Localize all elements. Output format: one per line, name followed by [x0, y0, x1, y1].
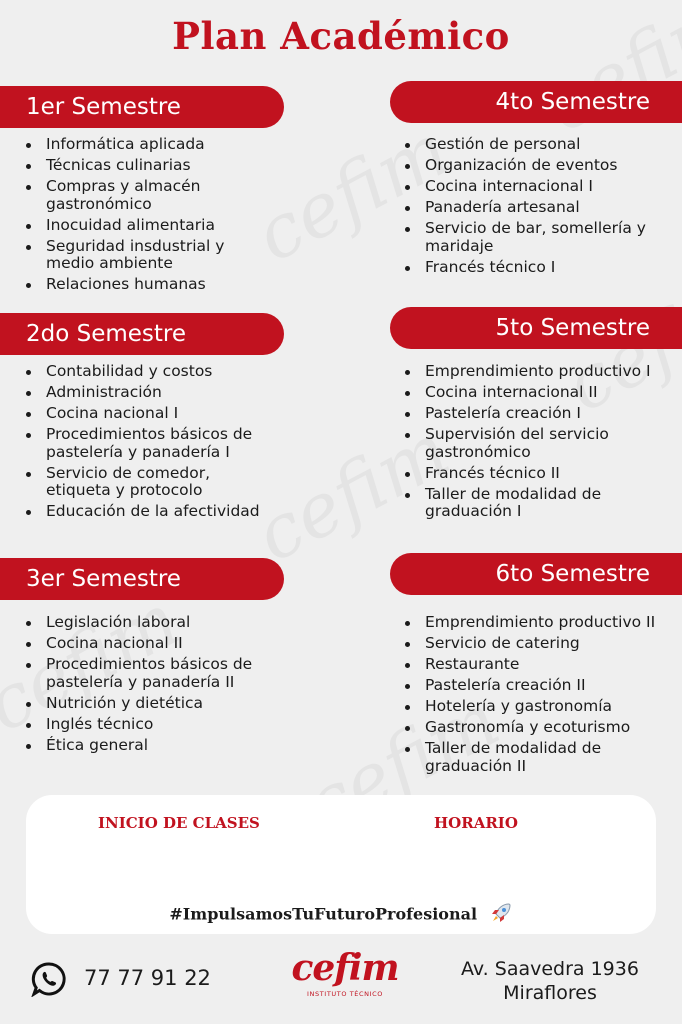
logo-wordmark: cefim: [291, 947, 399, 989]
semester-6-header: 6to Semestre: [390, 553, 682, 595]
list-item: Nutrición y dietética: [22, 695, 277, 713]
list-item: Procedimientos básicos de pastelería y panadería I: [22, 426, 277, 461]
list-item: Ética general: [22, 737, 277, 755]
phone-number[interactable]: 77 77 91 22: [84, 966, 211, 990]
list-item: Emprendimiento productivo I: [401, 363, 671, 381]
address-line-1: Av. Saavedra 1936: [461, 958, 639, 980]
semester-3-course-list: [22, 614, 277, 758]
info-card: [26, 795, 656, 934]
list-item: Gastronomía y ecoturismo: [401, 719, 671, 737]
semester-5-header: 5to Semestre: [390, 307, 682, 349]
list-item: Contabilidad y costos: [22, 363, 277, 381]
list-item: Servicio de comedor, etiqueta y protocolo: [22, 465, 277, 500]
list-item: Organización de eventos: [401, 157, 663, 175]
list-item: Francés técnico I: [401, 259, 663, 277]
page-title: Plan Académico: [172, 14, 510, 58]
list-item: Pastelería creación I: [401, 405, 671, 423]
list-item: Servicio de bar, somellería y maridaje: [401, 220, 663, 255]
whatsapp-icon[interactable]: [31, 961, 67, 1001]
rocket-icon: [489, 901, 513, 929]
list-item: Legislación laboral: [22, 614, 277, 632]
list-item: Emprendimiento productivo II: [401, 614, 671, 632]
semester-3-header: 3er Semestre: [0, 558, 284, 600]
address-line-2: Miraflores: [503, 982, 597, 1004]
list-item: Técnicas culinarias: [22, 157, 277, 175]
list-item: Cocina nacional II: [22, 635, 277, 653]
list-item: Inglés técnico: [22, 716, 277, 734]
list-item: Relaciones humanas: [22, 276, 277, 294]
address: [440, 957, 660, 1005]
list-item: Compras y almacén gastronómico: [22, 178, 277, 213]
list-item: Cocina internacional I: [401, 178, 663, 196]
cefim-logo: [286, 948, 404, 1010]
list-item: Informática aplicada: [22, 136, 277, 154]
semester-4-course-list: [401, 136, 663, 280]
list-item: Restaurante: [401, 656, 671, 674]
list-item: Hotelería y gastronomía: [401, 698, 671, 716]
list-item: Cocina internacional II: [401, 384, 671, 402]
logo-subtitle: INSTITUTO TÉCNICO: [307, 990, 383, 998]
semester-5-course-list: [401, 363, 671, 524]
list-item: Taller de modalidad de graduación II: [401, 740, 671, 775]
list-item: Taller de modalidad de graduación I: [401, 486, 671, 521]
list-item: Francés técnico II: [401, 465, 671, 483]
list-item: Procedimientos básicos de pastelería y panadería II: [22, 656, 277, 691]
list-item: Seguridad insdustrial y medio ambiente: [22, 238, 277, 273]
semester-2-header: 2do Semestre: [0, 313, 284, 355]
semester-1-course-list: [22, 136, 277, 297]
list-item: Administración: [22, 384, 277, 402]
hashtag: [26, 901, 656, 929]
list-item: Servicio de catering: [401, 635, 671, 653]
list-item: Pastelería creación II: [401, 677, 671, 695]
list-item: Inocuidad alimentaria: [22, 217, 277, 235]
semester-1-header: 1er Semestre: [0, 86, 284, 128]
start-date-label: INICIO DE CLASES: [98, 814, 260, 832]
list-item: Gestión de personal: [401, 136, 663, 154]
list-item: Cocina nacional I: [22, 405, 277, 423]
semester-6-course-list: [401, 614, 671, 779]
schedule-label: HORARIO: [434, 814, 518, 832]
semester-2-course-list: [22, 363, 277, 524]
semester-4-header: 4to Semestre: [390, 81, 682, 123]
hashtag-text: #ImpulsamosTuFuturoProfesional: [169, 904, 478, 924]
list-item: Educación de la afectividad: [22, 503, 277, 521]
list-item: Panadería artesanal: [401, 199, 663, 217]
list-item: Supervisión del servicio gastronómico: [401, 426, 671, 461]
